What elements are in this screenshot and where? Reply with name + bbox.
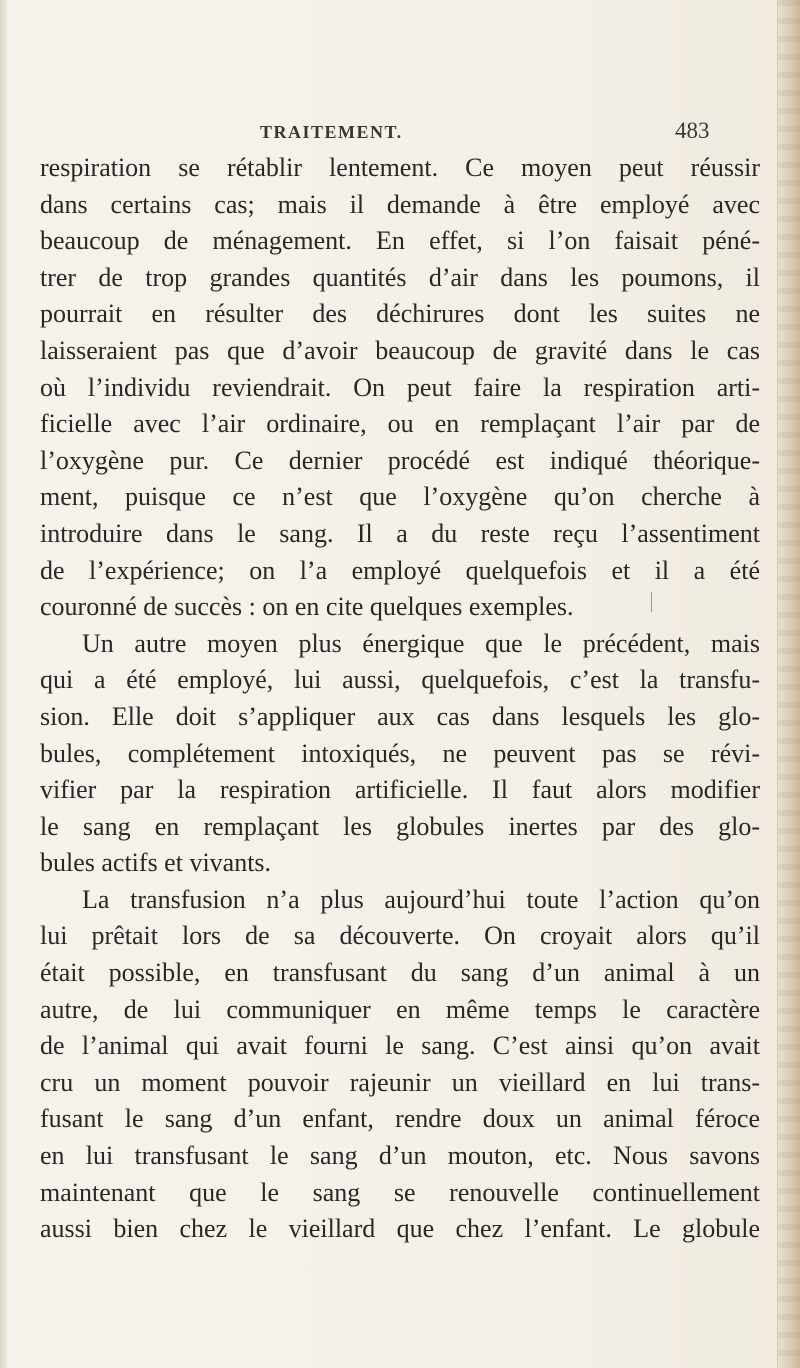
text-line: autre, de lui communiquer en même temps le caractère [40, 994, 760, 1024]
text-line: cru un moment pouvoir rajeunir un vieillard en lui trans- [40, 1067, 760, 1097]
text-line: Un autre moyen plus énergique que le précédent, mais [82, 628, 760, 658]
text-line: était possible, en transfusant du sang d’un animal à un [40, 958, 760, 988]
text-line: beaucoup de ménagement. En effet, si l’on faisait péné- [40, 226, 760, 256]
page-header [0, 118, 800, 148]
text-line: couronné de succès : on en cite quelques exemples. [40, 592, 574, 622]
text-line: introduire dans le sang. Il a du reste reçu l’assentiment [40, 518, 760, 548]
running-head: TRAITEMENT. [260, 122, 403, 142]
text-line: ficielle avec l’air ordinaire, ou en remplaçant l’air par de [40, 409, 760, 439]
text-line: en lui transfusant le sang d’un mouton, etc. Nous savons [40, 1141, 760, 1171]
text-line: bules actifs et vivants. [40, 848, 272, 878]
text-line: respiration se rétablir lentement. Ce moyen peut réussir [40, 153, 760, 182]
page-number: 483 [675, 118, 710, 143]
text-line: aussi bien chez le vieillard que chez l’enfant. Le globule [40, 1214, 760, 1244]
body-text [40, 150, 760, 1248]
text-line: trer de trop grandes quantités d’air dans les poumons, il [40, 262, 760, 292]
text-line: pourrait en résulter des déchirures dont les suites ne [40, 299, 760, 329]
text-line: ment, puisque ce n’est que l’oxygène qu’on cherche à [40, 482, 760, 512]
text-line: qui a été employé, lui aussi, quelquefois, c’est la transfu- [40, 665, 760, 695]
text-line: lui prêtait lors de sa découverte. On croyait alors qu’il [40, 921, 760, 951]
text-line: maintenant que le sang se renouvelle continuellement [40, 1177, 760, 1207]
text-line: sion. Elle doit s’appliquer aux cas dans lesquels les glo- [40, 701, 760, 731]
text-line: dans certains cas; mais il demande à être employé avec [40, 189, 760, 219]
text-line: où l’individu reviendrait. On peut faire la respiration arti- [40, 372, 760, 402]
text-line: l’oxygène pur. Ce dernier procédé est indiqué théorique- [40, 445, 760, 475]
text-line: bules, complétement intoxiqués, ne peuvent pas se révi- [40, 738, 760, 768]
text-line: de l’expérience; on l’a employé quelquefois et il a été [40, 555, 760, 585]
page-gutter-edge [777, 0, 800, 1368]
text-line: le sang en remplaçant les globules inertes par des glo- [40, 811, 760, 841]
text-line: laisseraient pas que d’avoir beaucoup de gravité dans le cas [40, 335, 760, 365]
page-left-margin-shadow [0, 0, 7, 1368]
text-line: fusant le sang d’un enfant, rendre doux un animal féroce [40, 1104, 760, 1134]
text-line: de l’animal qui avait fourni le sang. C’est ainsi qu’on avait [40, 1031, 760, 1061]
text-line: La transfusion n’a plus aujourd’hui toute l’action qu’on [82, 884, 760, 914]
text-line: vifier par la respiration artificielle. Il faut alors modifier [40, 775, 760, 805]
